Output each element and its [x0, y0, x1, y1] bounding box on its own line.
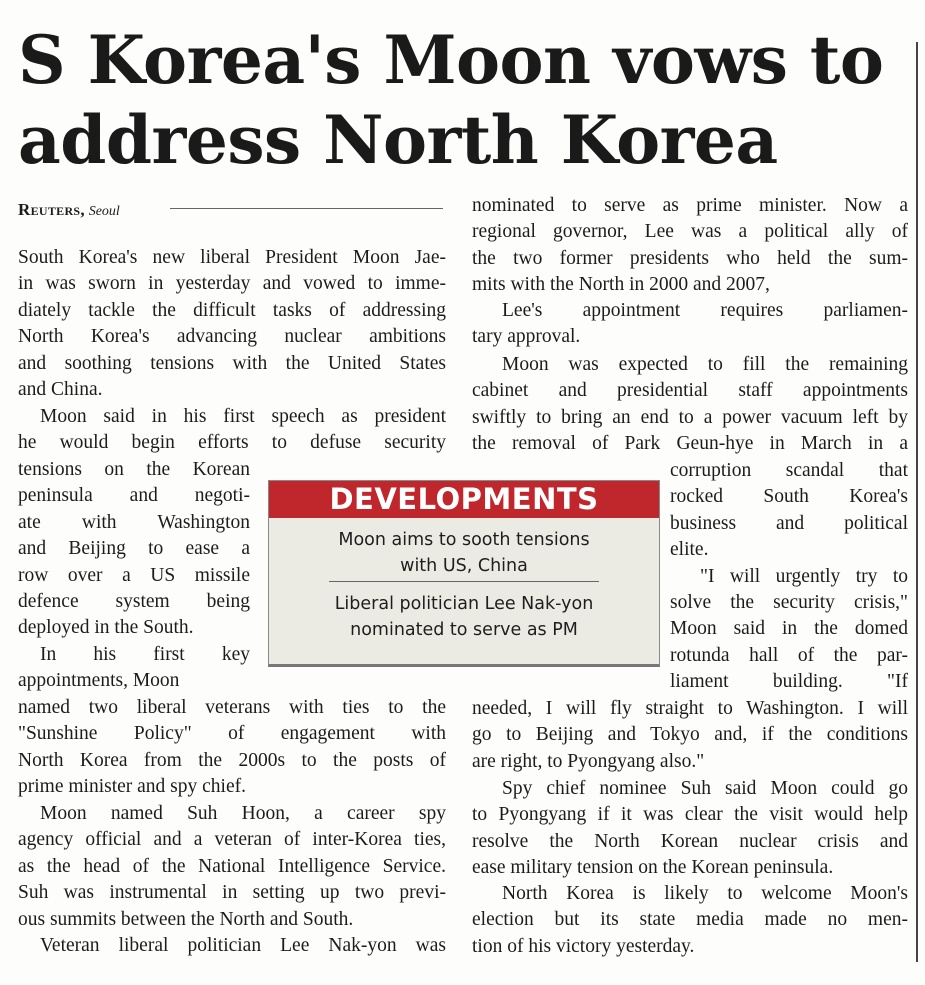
text-line: cabinet and presidential staff appointments	[472, 380, 908, 402]
text-line: are right, to Pyongyang also."	[472, 750, 705, 772]
text-line: the two former presidents who held the sum-	[472, 247, 908, 269]
text-line: "Sunshine Policy" of engagement with	[18, 723, 446, 745]
text-line: Moon was expected to fill the remaining	[502, 354, 908, 375]
col2-paragraph-6	[472, 881, 908, 960]
text-line: mits with the North in 2000 and 2007,	[472, 274, 770, 296]
text-line: and soothing tensions with the United States	[18, 352, 446, 374]
byline-agency: Reuters,	[18, 200, 85, 219]
text-line: row over a US missile	[18, 564, 250, 586]
col2-paragraph-4	[472, 696, 908, 775]
factbox-item-2-line-1: Liberal politician Lee Nak-yon	[334, 594, 594, 614]
text-line: to Pyongyang if it was clear the visit would help	[472, 804, 908, 826]
text-line: North Korea from the 2000s to the posts of	[18, 749, 446, 771]
text-line: ate with Washington	[18, 511, 250, 533]
col1-paragraph-4	[18, 801, 446, 933]
col1-paragraph-1	[18, 245, 446, 403]
text-line: regional governor, Lee was a political ally of	[472, 221, 908, 243]
text-line: agency official and a veteran of inter-Korea ties,	[18, 829, 446, 851]
text-line: and China.	[18, 379, 103, 401]
developments-factbox	[268, 480, 660, 667]
text-line: as the head of the National Intelligence Service.	[18, 855, 446, 877]
text-line: peninsula and negoti-	[18, 485, 250, 507]
text-line: North Korea's advancing nuclear ambitions	[18, 326, 446, 348]
text-line: tary approval.	[472, 326, 581, 348]
text-line: in was sworn in yesterday and vowed to imme-	[18, 273, 446, 295]
text-line: the removal of Park Geun-hye in March in a	[472, 433, 908, 455]
factbox-item-2	[269, 591, 659, 643]
text-line: tensions on the Korean	[18, 459, 250, 480]
col1-paragraph-3	[18, 695, 446, 801]
text-line: business and political	[670, 512, 908, 534]
headline-line-2: address North Korea	[18, 101, 778, 179]
col2-paragraph-3-wrap	[670, 458, 908, 696]
text-line: elite.	[670, 539, 709, 561]
text-line: "I will urgently try to	[700, 565, 908, 587]
text-line: rotunda hall of the par-	[670, 644, 908, 666]
text-line: ease military tension on the Korean peninsula.	[472, 857, 834, 879]
text-line: swiftly to bring an end to a power vacuum left by	[472, 406, 908, 428]
text-line: and Beijing to ease a	[18, 538, 250, 560]
text-line: tion of his victory yesterday.	[472, 935, 695, 957]
text-line: appointments, Moon	[18, 670, 180, 692]
text-line: corruption scandal that	[670, 460, 908, 481]
factbox-heading: DEVELOPMENTS	[269, 481, 659, 518]
col1-paragraph-2-wrap	[18, 457, 250, 695]
byline	[18, 200, 443, 220]
text-line: Moon named Suh Hoon, a career spy	[40, 803, 446, 824]
text-line: prime minister and spy chief.	[18, 776, 246, 798]
col1-paragraph-5	[18, 933, 446, 959]
factbox-item-1-line-2: with US, China	[400, 556, 528, 576]
text-line: diately tackle the difficult tasks of addressing	[18, 299, 446, 321]
text-line: resolve the North Korean nuclear crisis and	[472, 830, 908, 852]
col1-paragraph-2	[18, 404, 446, 457]
text-line: Suh was instrumental in setting up two previ-	[18, 882, 446, 904]
text-line: liament building. "If	[670, 671, 908, 693]
factbox-item-1	[269, 527, 659, 579]
text-line: Spy chief nominee Suh said Moon could go	[502, 778, 908, 799]
col2-paragraph-1	[472, 193, 908, 299]
text-line: Lee's appointment requires parliamen-	[502, 300, 908, 321]
factbox-divider	[329, 581, 599, 582]
text-line: deployed in the South.	[18, 617, 194, 639]
text-line: Veteran liberal politician Lee Nak-yon was	[40, 935, 446, 956]
factbox-item-2-line-2: nominated to serve as PM	[350, 620, 578, 640]
col2-paragraph-3	[472, 352, 908, 458]
byline-rule	[170, 208, 443, 209]
col2-paragraph-2	[472, 298, 908, 351]
factbox-item-1-line-1: Moon aims to sooth tensions	[338, 530, 590, 550]
text-line: nominated to serve as prime minister. Now a	[472, 195, 908, 216]
text-line: election but its state media made no men-	[472, 909, 908, 931]
text-line: North Korea is likely to welcome Moon's	[502, 883, 908, 904]
text-line: In his first key	[40, 643, 250, 665]
column-rule	[916, 42, 918, 962]
text-line: named two liberal veterans with ties to the	[18, 697, 446, 718]
text-line: South Korea's new liberal President Moon Jae-	[18, 247, 446, 268]
text-line: Moon said in the domed	[670, 618, 908, 640]
byline-city: Seoul	[88, 204, 120, 219]
text-line: Moon said in his first speech as president	[40, 406, 446, 427]
text-line: ous summits between the North and South.	[18, 908, 354, 930]
text-line: go to Beijing and Tokyo and, if the conditions	[472, 724, 908, 746]
col2-paragraph-5	[472, 776, 908, 882]
headline	[18, 20, 908, 180]
text-line: needed, I will fly straight to Washington. I will	[472, 698, 908, 719]
text-line: he would begin efforts to defuse security	[18, 432, 446, 454]
text-line: rocked South Korea's	[670, 486, 908, 508]
text-line: defence system being	[18, 591, 250, 613]
headline-line-1: S Korea's Moon vows to	[18, 21, 884, 99]
text-line: solve the security crisis,"	[670, 592, 908, 614]
